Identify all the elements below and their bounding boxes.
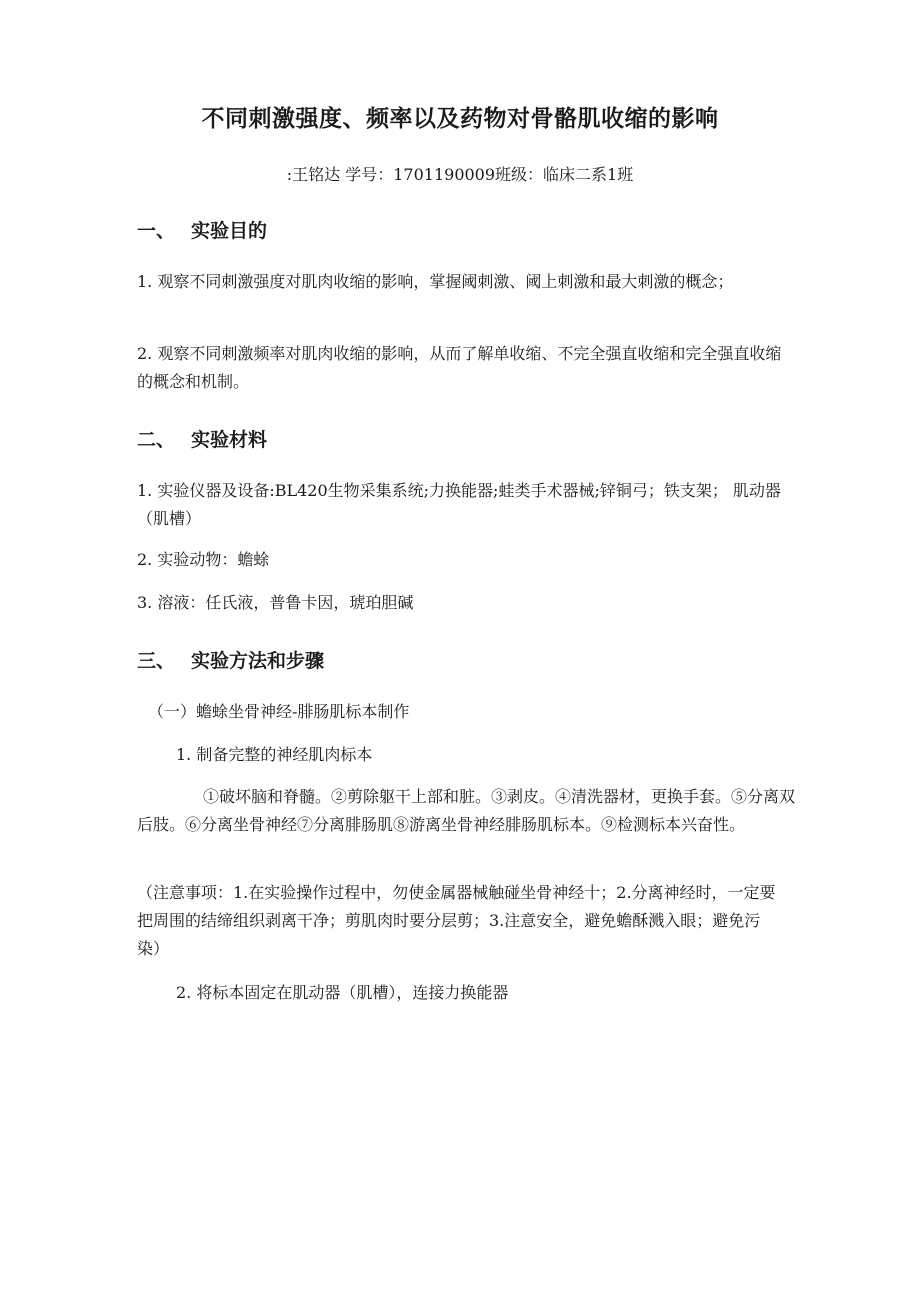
author-line: :王铭达 学号：1701190009班级：临床二系1班 [286,165,634,184]
section-number: 一、 [137,220,176,242]
materials-item-2: 2. 实验动物：蟾蜍 [137,550,270,569]
purpose-item-1: 1. 观察不同刺激强度对肌肉收缩的影响，掌握阈刺激、阈上刺激和最大刺激的概念； [137,272,734,291]
section-heading-materials [137,425,267,452]
section-title: 实验目的 [191,220,268,242]
section-title: 实验方法和步骤 [191,650,325,672]
section-number: 三、 [137,650,176,672]
methods-note: （注意事项：1.在实验操作过程中，勿使金属器械触碰坐骨神经十；2.分离神经时，一定要把周围的结缔组织剥离干净；剪肌肉时要分层剪；3.注意安全，避免蟾酥溅入眼；避免污染） [137,883,776,958]
section-heading-purpose [137,216,267,243]
section-number: 二、 [137,429,176,451]
methods-step-1-detail: ①破坏脑和脊髓。②剪除躯干上部和脏。③剥皮。④清洗器材，更换手套。⑤分离双后肢。⑥分离坐骨神经⑦分离腓肠肌⑧游离坐骨神经腓肠肌标本。⑨检测标本兴奋性。 [137,787,796,834]
purpose-item-2: 2. 观察不同刺激频率对肌肉收缩的影响，从而了解单收缩、不完全强直收缩和完全强直收缩的概念和机制。 [137,344,782,391]
section-heading-methods [137,646,324,673]
methods-subsection-1: （一）蟾蜍坐骨神经-腓肠肌标本制作 [148,702,410,721]
methods-step-2: 2. 将标本固定在肌动器（肌槽），连接力换能器 [176,983,509,1002]
section-title: 实验材料 [191,429,268,451]
document-title: 不同刺激强度、频率以及药物对骨骼肌收缩的影响 [201,105,719,132]
methods-step-1: 1. 制备完整的神经肌肉标本 [176,745,373,764]
materials-item-1: 1. 实验仪器及设备:BL420生物采集系统;力换能器;蛙类手术器械;锌铜弓；铁支架； 肌动器（肌槽） [137,481,781,528]
materials-item-3: 3. 溶液：任氏液，普鲁卡因，琥珀胆碱 [137,593,414,612]
